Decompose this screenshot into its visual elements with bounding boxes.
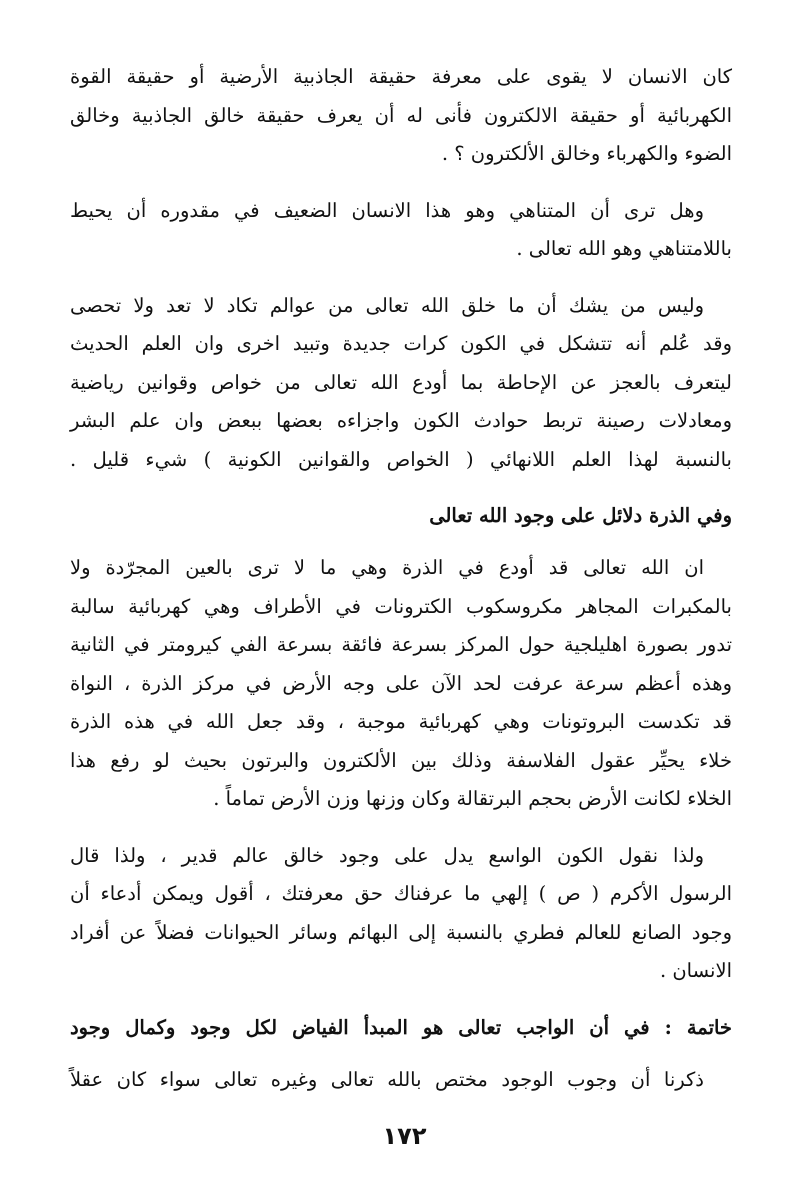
heading-text: وفي الذرة دلائل على وجود الله تعالى (429, 504, 732, 527)
page-body (70, 58, 732, 1117)
text-line: ذكرنا أن وجوب الوجود مختص بالله تعالى وغيره تعالى سواء كان عقلاً (70, 1067, 704, 1091)
text-line: ان الله تعالى قد أودع في الذرة وهي ما لا ترى بالعين المجرّدة ولا (70, 556, 704, 579)
text-line: كان الانسان لا يقوى على معرفة حقيقة الجاذبية الأرضية أو حقيقة القوة (70, 65, 732, 88)
text-line: الضوء والكهرباء وخالق الألكترون ؟ . (441, 142, 732, 165)
text-line: بالمكبرات المجاهر مكروسكوب الكترونات في الأطراف وهي كهربائية سالبة (70, 594, 732, 618)
text-line: الرسول الأكرم ( ص ) إلهي ما عرفناك حق معرفتك ، أقول ويمكن أدعاء أن (70, 882, 732, 905)
text-line: الخلاء لكانت الأرض بحجم البرتقالة وكان وزنها وزن الأرض تماماً . (213, 787, 732, 810)
text-line: ومعادلات رصينة تربط حوادث الكون واجزاءه بعضها ببعض وان علم البشر (70, 409, 732, 432)
text-line: وهذه أعظم سرعة عرفت لحد الآن على وجه الأرض في مركز الذرة ، النواة (70, 671, 732, 695)
paragraph-5 (70, 837, 732, 991)
text-line: ولذا نقول الكون الواسع يدل على وجود خالق عالم قدير ، ولذا قال (70, 843, 704, 867)
paragraph-1 (70, 58, 732, 174)
text-line: بالنسبة لهذا العلم اللانهائي ( الخواص والقوانين الكونية ) شيء قليل . (70, 447, 732, 471)
page-number: ١٧٢ (382, 1122, 427, 1150)
text-line: وهل ترى أن المتناهي وهو هذا الانسان الضعيف في مقدوره أن يحيط (70, 198, 704, 222)
text-line: باللامتناهي وهو الله تعالى . (516, 237, 732, 260)
section-heading-atom (70, 497, 732, 535)
text-line: وقد عُلم أنه تتشكل في الكون كرات جديدة وتبيد اخرى وان العلم الحديث (70, 332, 732, 355)
text-line: وليس من يشك أن ما خلق الله تعالى من عوالم تكاد لا تعد ولا تحصى (70, 293, 704, 317)
paragraph-4 (70, 549, 732, 819)
heading-text: خاتمة : في أن الواجب تعالى هو المبدأ الفياض لكل وجود وكمال وجود (70, 1015, 732, 1039)
text-line: تدور بصورة اهليلجية حول المركز بسرعة فائقة بسرعة الفي كيرومتر في الثانية (70, 633, 732, 656)
section-heading-conclusion (70, 1009, 732, 1047)
paragraph-2 (70, 192, 732, 269)
text-line: قد تكدست البروتونات وهي كهربائية موجبة ، وقد جعل الله في هذه الذرة (70, 710, 732, 733)
text-line: الانسان . (659, 959, 732, 982)
text-line: وجود الصانع للعالم فطري بالنسبة إلى البهائم وسائر الحيوانات فضلاً عن أفراد (70, 920, 732, 944)
paragraph-6 (70, 1061, 732, 1100)
text-line: خلاء يحيِّر عقول الفلاسفة وذلك بين الألكترون والبرتون بحيث لو رفع هذا (70, 748, 732, 772)
text-line: ليتعرف بالعجز عن الإحاطة بما أودع الله تعالى من خواص وقوانين رياضية (70, 370, 732, 394)
paragraph-3 (70, 287, 732, 480)
text-line: الكهربائية أو حقيقة الالكترون فأنى له أن يعرف حقيقة خالق الجاذبية وخالق (70, 103, 732, 127)
